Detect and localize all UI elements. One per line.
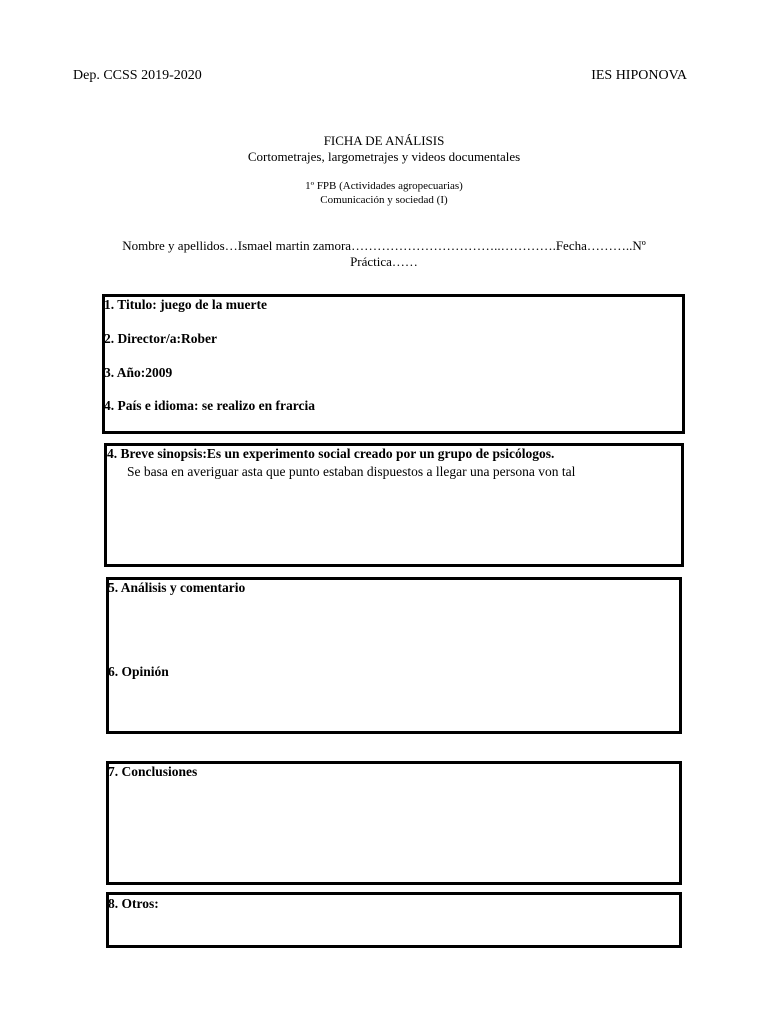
title-subtitle: Cortometrajes, largometrajes y videos documentales — [247, 149, 521, 164]
header-school: IES HIPONOVA — [591, 68, 687, 83]
field-analisis: 5. Análisis y comentario — [108, 580, 246, 595]
field-anio: 3. Año:2009 — [104, 365, 173, 380]
practice-line: Práctica…… — [350, 254, 418, 269]
field-pais: 4. País e idioma: se realizo en frarcia — [104, 398, 315, 413]
field-opinion: 6. Opinión — [108, 664, 169, 679]
subject-name: Comunicación y sociedad (I) — [320, 194, 448, 206]
field-titulo: 1. Titulo: juego de la muerte — [104, 297, 267, 312]
field-director: 2. Director/a:Rober — [104, 331, 217, 346]
course-name: 1º FPB (Actividades agropecuarias) — [305, 180, 463, 192]
field-conclusiones: 7. Conclusiones — [108, 764, 198, 779]
analysis-opinion-box — [106, 577, 682, 734]
student-info — [82, 238, 686, 270]
others-box — [106, 892, 682, 948]
header-department: Dep. CCSS 2019-2020 — [73, 68, 202, 83]
title-main: FICHA DE ANÁLISIS — [323, 133, 445, 148]
document-title — [0, 133, 768, 165]
course-info — [0, 179, 768, 207]
student-name-line: Nombre y apellidos…Ismael martin zamora……………………………..………….Fecha………..Nº — [122, 238, 646, 253]
field-sinopsis-text: Se basa en averiguar asta que punto estaban dispuestos a llegar una persona von tal — [127, 464, 576, 479]
field-sinopsis-label: 4. Breve sinopsis:Es un experimento social creado por un grupo de psicólogos. — [107, 446, 555, 461]
field-otros: 8. Otros: — [108, 896, 159, 911]
